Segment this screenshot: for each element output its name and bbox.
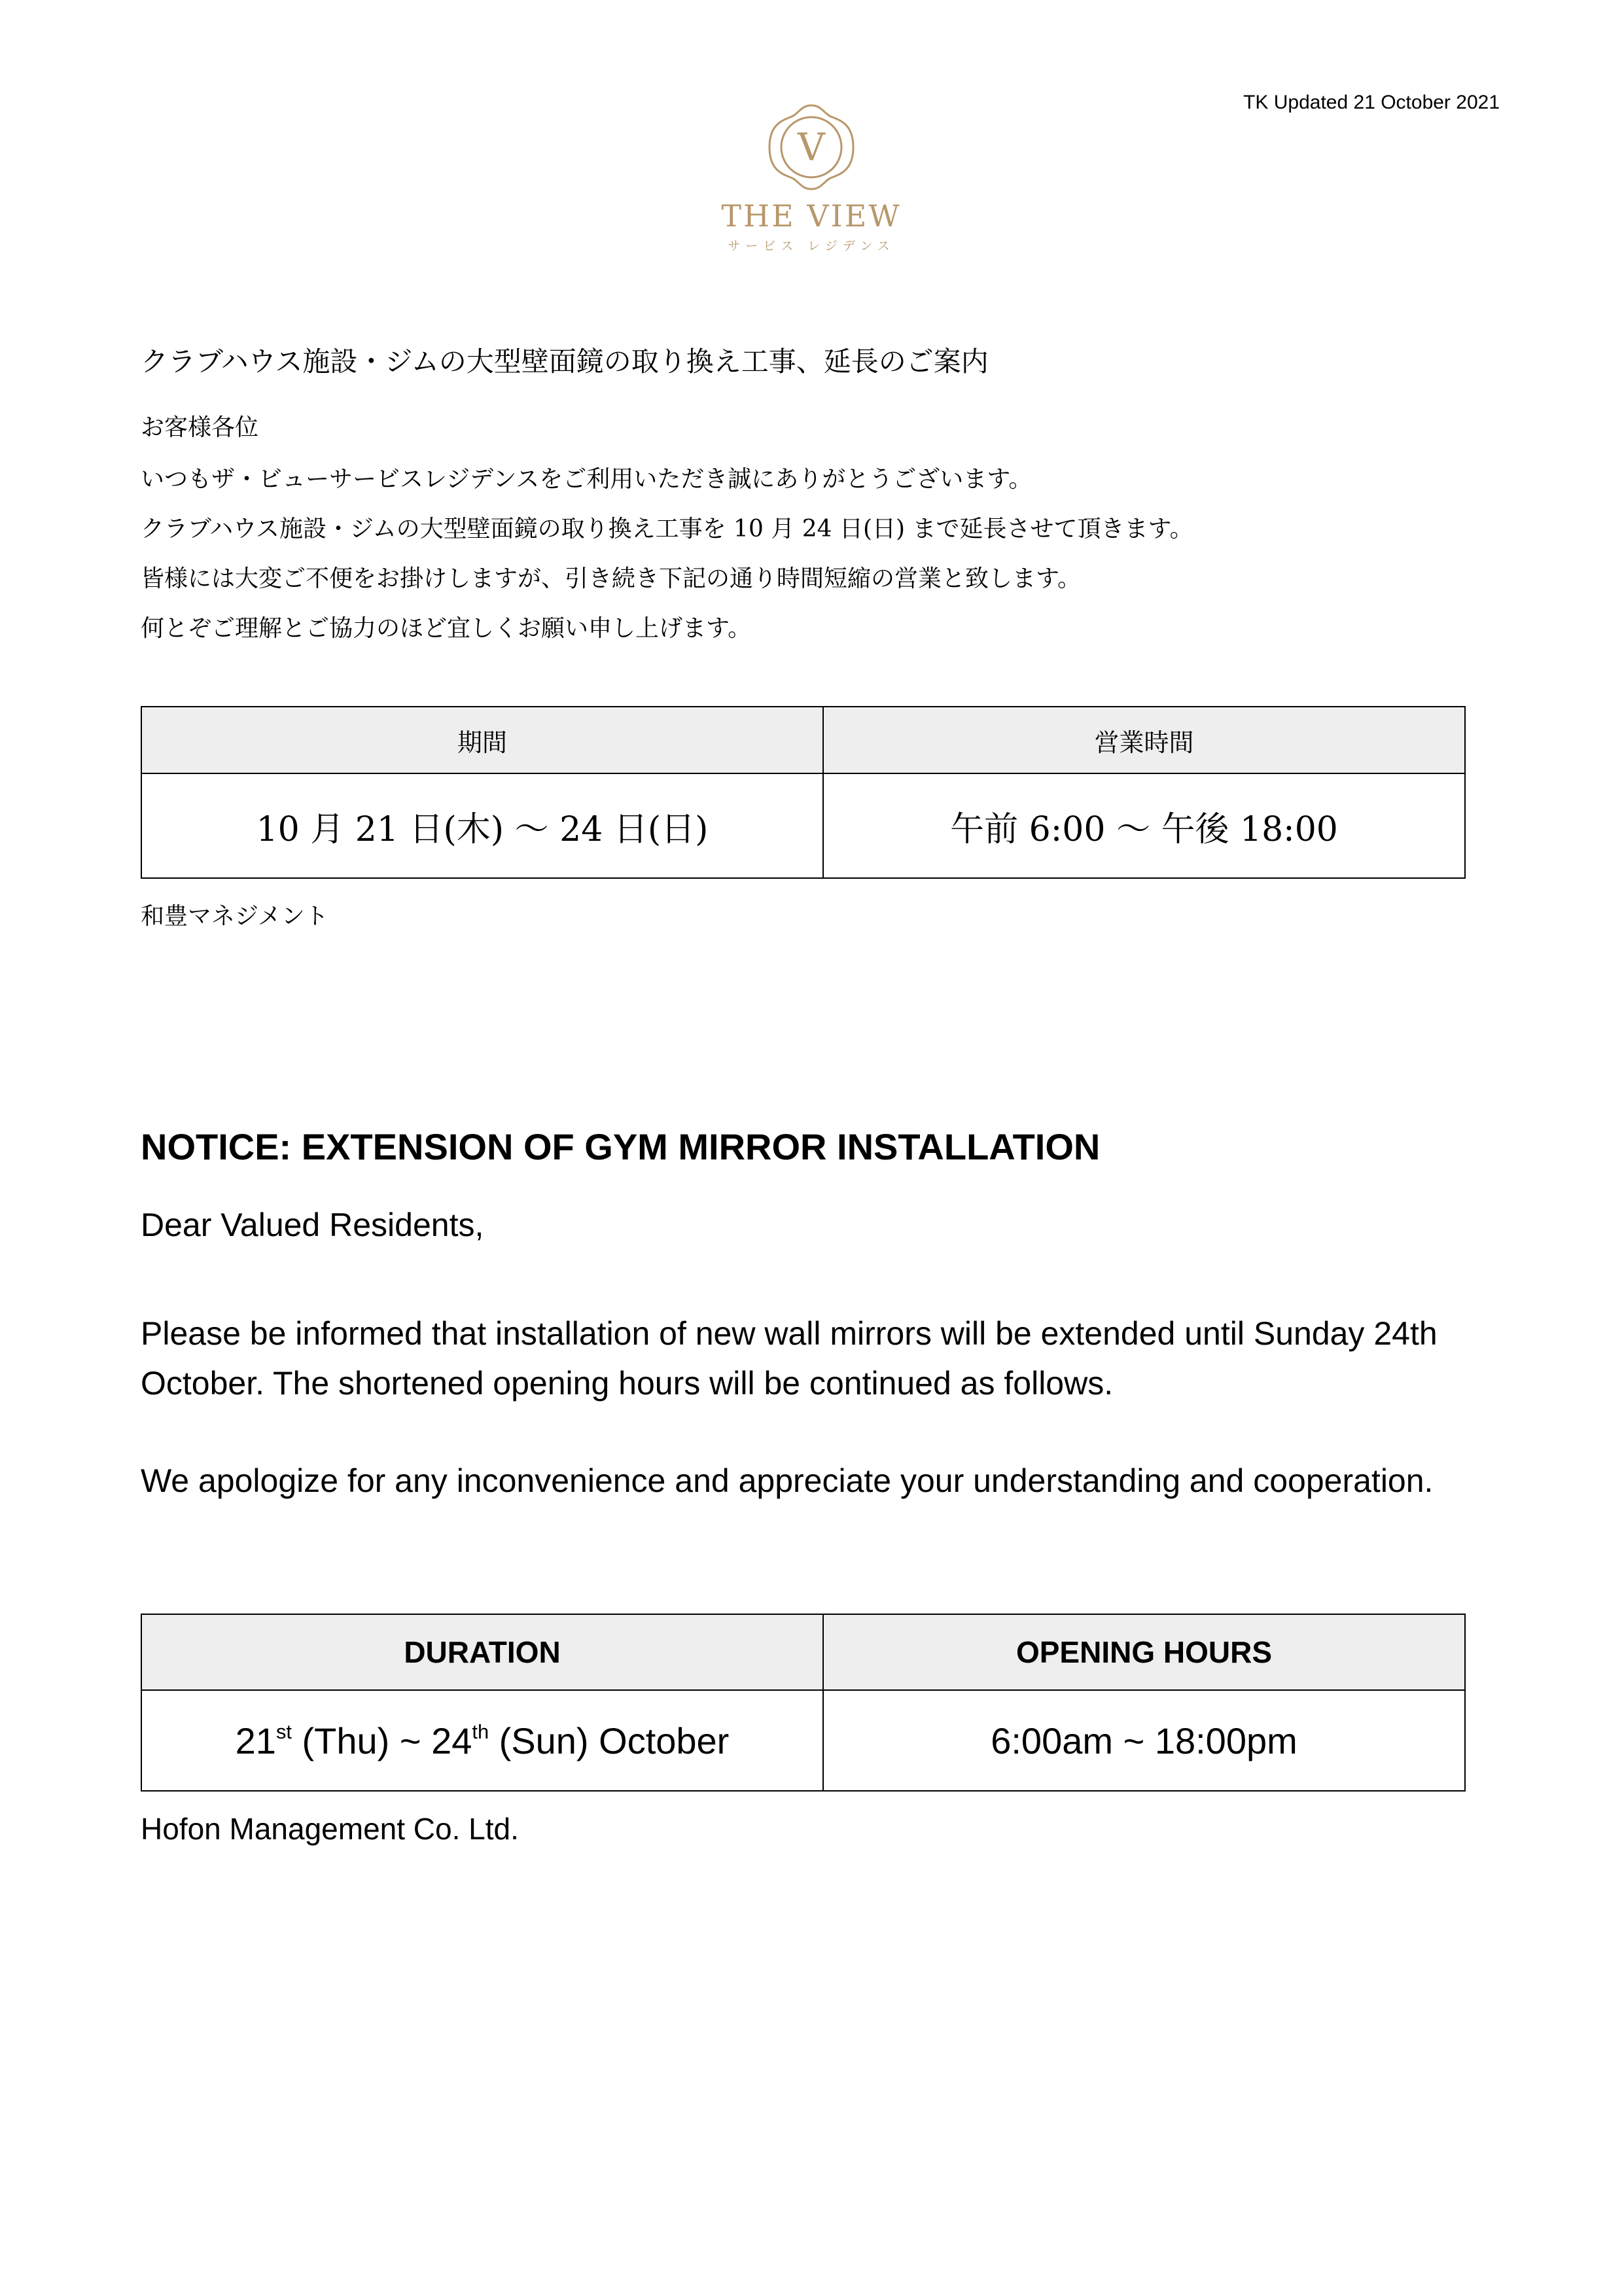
- table-header-row: [141, 707, 1465, 773]
- duration-start-day: 21: [235, 1720, 276, 1761]
- jp-schedule-table: [141, 706, 1466, 879]
- ordinal-suffix: st: [275, 1720, 292, 1743]
- jp-period-value: 10 月 21 日(木) 〜 24 日(日): [141, 773, 823, 878]
- updated-date: TK Updated 21 October 2021: [1243, 92, 1500, 113]
- v-emblem-icon: [766, 101, 857, 193]
- jp-hours-header: 営業時間: [823, 707, 1465, 773]
- jp-period-header: 期間: [141, 707, 823, 773]
- the-view-logo: [707, 101, 916, 254]
- en-duration-header: DURATION: [141, 1614, 823, 1690]
- en-paragraph-1: Please be informed that installation of new wall mirrors will be extended until Sunday 24th October. The shortened opening hours will be continued as follows.: [141, 1315, 1438, 1402]
- duration-end-day: 24: [431, 1720, 472, 1761]
- jp-salutation: お客様各位: [141, 414, 259, 441]
- jp-body-line: 何とぞご理解とご協力のほど宜しくお願い申し上げます。: [141, 615, 752, 642]
- en-hours-value: 6:00am ~ 18:00pm: [823, 1690, 1465, 1791]
- en-signature: Hofon Management Co. Ltd.: [141, 1812, 519, 1846]
- table-row: [141, 1690, 1465, 1791]
- ordinal-suffix: th: [472, 1720, 489, 1743]
- jp-hours-value: 午前 6:00 〜 午後 18:00: [823, 773, 1465, 878]
- jp-notice-title: クラブハウス施設・ジムの大型壁面鏡の取り換え工事、延長のご案内: [141, 345, 989, 378]
- table-header-row: [141, 1614, 1465, 1690]
- jp-body-line: 皆様には大変ご不便をお掛けしますが、引き続き下記の通り時間短縮の営業と致します。: [141, 565, 1082, 592]
- svg-text:V: V: [798, 125, 825, 169]
- table-row: [141, 773, 1465, 878]
- en-paragraph-2: We apologize for any inconvenience and appreciate your understanding and cooperation.: [141, 1462, 1434, 1499]
- duration-end-weekday: (Sun) October: [489, 1720, 730, 1761]
- en-duration-value: [141, 1690, 823, 1791]
- en-schedule-table: [141, 1614, 1466, 1792]
- logo-subtitle: サービス レジデンス: [728, 239, 895, 253]
- en-notice-title: NOTICE: EXTENSION OF GYM MIRROR INSTALLATION: [141, 1126, 1101, 1167]
- jp-signature: 和豊マネジメント: [141, 903, 328, 930]
- en-salutation: Dear Valued Residents,: [141, 1207, 484, 1243]
- logo-name: THE VIEW: [721, 198, 902, 234]
- jp-body-line: いつもザ・ビューサービスレジデンスをご利用いただき誠にありがとうございます。: [141, 466, 1033, 493]
- en-hours-header: OPENING HOURS: [823, 1614, 1465, 1690]
- duration-start-weekday: (Thu) ~: [291, 1720, 432, 1761]
- jp-body-line: クラブハウス施設・ジムの大型壁面鏡の取り換え工事を 10 月 24 日(日) まで延長させて頂きます。: [141, 516, 1193, 542]
